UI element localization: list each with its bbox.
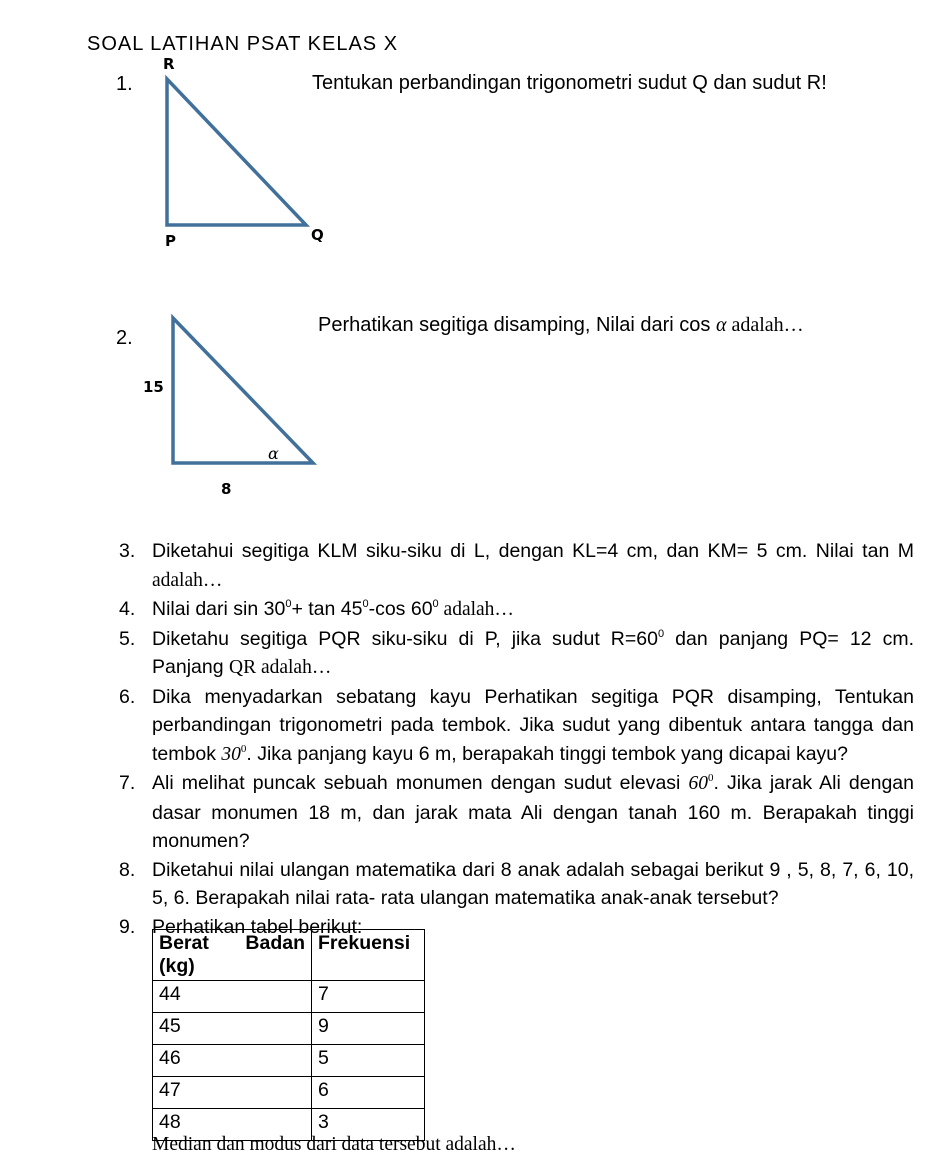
item-number: 8.	[119, 858, 136, 881]
item-text: + tan 45	[291, 598, 363, 620]
page-title: SOAL LATIHAN PSAT KELAS X	[87, 33, 399, 55]
item-number: 7.	[119, 772, 136, 794]
item-text: Diketahui segitiga KLM siku-siku di L, dengan KL=4 cm, dan KM= 5 cm. Nilai tan M	[152, 540, 914, 562]
cell-frequency: 9	[312, 1013, 425, 1045]
item-number: 4.	[119, 598, 136, 620]
superscript: 0	[657, 627, 665, 640]
vertex-label-r: R	[163, 55, 175, 73]
table-row	[153, 1045, 425, 1077]
side-label-vertical: 15	[143, 378, 164, 396]
header-weight-unit: (kg)	[159, 955, 195, 977]
cell-weight: 45	[153, 1013, 312, 1045]
cell-weight: 47	[153, 1077, 312, 1109]
triangle-alpha	[173, 318, 313, 463]
item-tail: QR adalah…	[228, 657, 332, 678]
angle-label-alpha: α	[268, 444, 279, 463]
question-list	[119, 537, 914, 941]
table-row	[153, 981, 425, 1013]
question-2-alpha: α	[715, 314, 727, 336]
question-2-tail: adalah…	[726, 314, 804, 336]
superscript: 0	[708, 772, 714, 784]
item-text: Dika menyadarkan sebatang kayu Perhatikan segitiga PQR disamping, Tentukan perbandingan trigonometri pada tembok. Jika sudut yang dibentuk antara tangga dan tembok	[152, 685, 914, 765]
cell-frequency: 3	[312, 1109, 425, 1141]
item-text: Perhatikan tabel berikut:	[152, 915, 363, 938]
angle-value: 60	[688, 773, 708, 794]
list-item	[119, 537, 914, 595]
list-item	[119, 856, 914, 913]
cell-weight: 46	[153, 1045, 312, 1077]
header-weight-word-2: Badan	[245, 932, 305, 954]
list-item	[119, 595, 914, 625]
item-text: . Jika panjang kayu 6 m, berapakah tinggi tembok yang dicapai kayu?	[246, 742, 848, 765]
median-question: Median dan modus dari data tersebut adalah…	[152, 1134, 516, 1155]
list-item	[119, 769, 914, 856]
cell-weight: 48	[153, 1109, 312, 1141]
table-header-row	[153, 930, 425, 981]
item-text: -cos 60	[368, 598, 433, 620]
header-weight	[153, 930, 312, 981]
question-2-text-main: Perhatikan segitiga disamping, Nilai dari cos	[318, 314, 716, 336]
item-number: 3.	[119, 540, 136, 562]
side-label-bottom: 8	[221, 480, 232, 498]
item-text: Ali melihat puncak sebuah monumen dengan sudut elevasi	[152, 772, 689, 794]
question-1-text: Tentukan perbandingan trigonometri sudut Q dan sudut R!	[312, 72, 827, 94]
question-1-triangle-diagram	[0, 0, 944, 500]
cell-frequency: 5	[312, 1045, 425, 1077]
angle-value: 30	[221, 743, 241, 765]
list-item	[119, 625, 914, 683]
item-text: . Jika jarak Ali dengan dasar monumen 18 m, dan jarak mata Ali dengan tanah 160 m. Berapakah tinggi monumen?	[152, 772, 914, 852]
item-number: 5.	[119, 627, 136, 650]
table-row	[153, 1077, 425, 1109]
header-weight-word-1: Berat	[159, 932, 209, 954]
vertex-label-q: Q	[311, 226, 324, 244]
cell-weight: 44	[153, 981, 312, 1013]
triangle-pqr	[167, 79, 306, 225]
header-frequency: Frekuensi	[312, 930, 425, 981]
question-2-text	[318, 314, 804, 337]
item-number: 9.	[119, 915, 136, 938]
data-table	[152, 929, 425, 1141]
question-2-number: 2.	[116, 327, 133, 349]
item-tail: adalah…	[438, 599, 514, 620]
table-row	[153, 1013, 425, 1045]
vertex-label-p: P	[165, 232, 176, 250]
superscript: 0	[285, 598, 292, 610]
cell-frequency: 7	[312, 981, 425, 1013]
question-1-number: 1.	[116, 73, 133, 95]
item-text: dan panjang PQ= 12 cm. Panjang	[152, 627, 914, 678]
superscript: 0	[240, 742, 247, 755]
item-text: Diketahu segitiga PQR siku-siku di P, jika sudut R=60	[152, 627, 658, 650]
item-tail: adalah…	[152, 569, 223, 591]
item-text: Diketahui nilai ulangan matematika dari 8 anak adalah sebagai berikut 9 , 5, 8, 7, 6, 10, 5, 6. Berapakah nilai rata- rata ulangan matematika anak-anak tersebut?	[152, 858, 914, 909]
cell-frequency: 6	[312, 1077, 425, 1109]
item-text: Nilai dari sin 30	[152, 598, 286, 620]
superscript: 0	[362, 598, 369, 610]
item-number: 6.	[119, 685, 136, 708]
list-item	[119, 683, 914, 770]
superscript: 0	[432, 598, 439, 610]
